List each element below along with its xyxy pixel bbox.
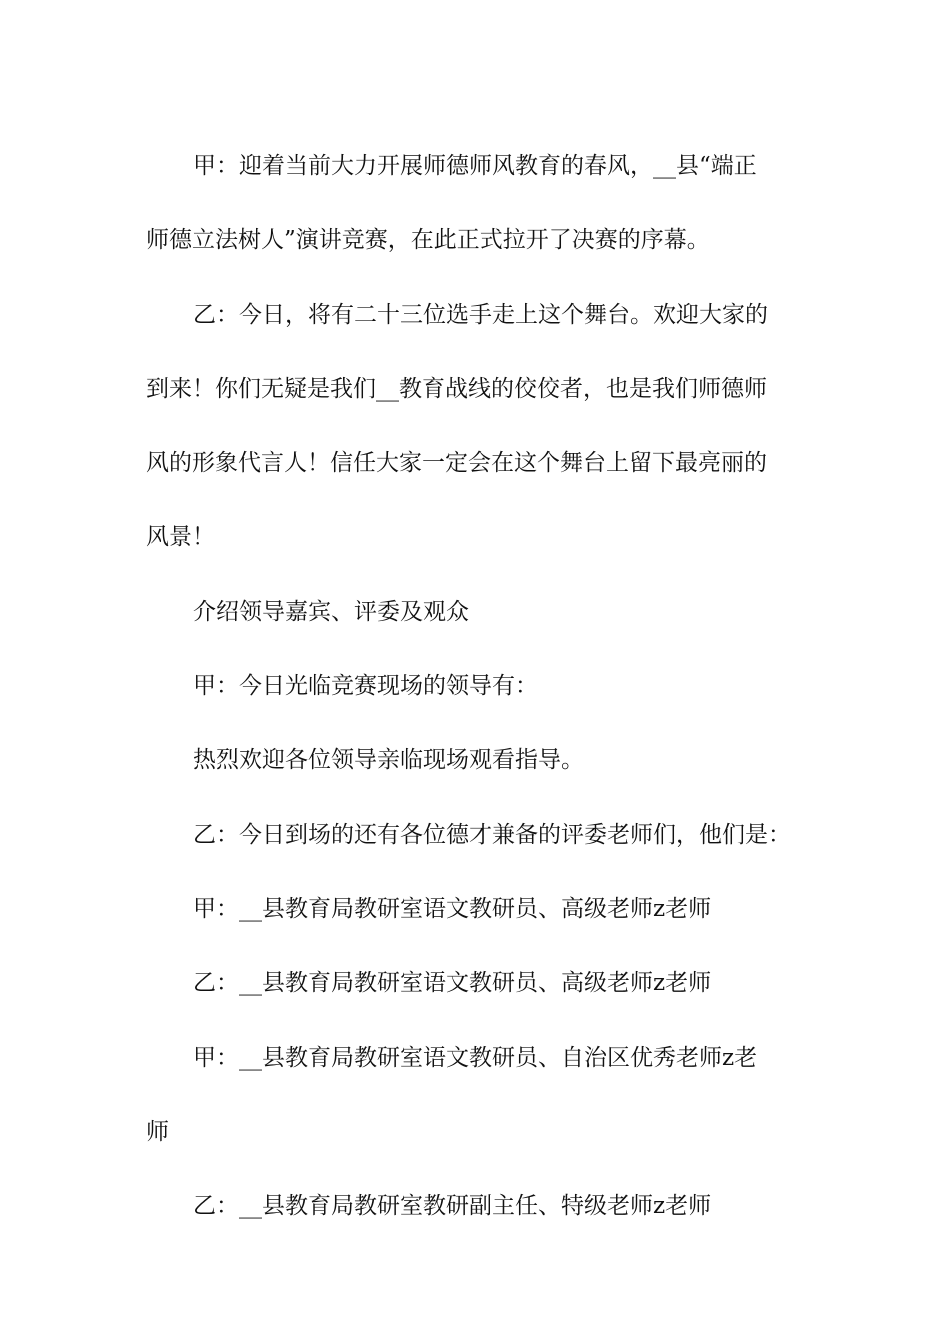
paragraph-opening-jia [146,129,806,278]
text-line: 风的形象代言人！信任大家一定会在这个舞台上留下最亮丽的 [146,450,767,477]
text-line: 师德立法树人”演讲竞赛，在此正式拉开了决赛的序幕。 [146,227,710,254]
text-line: 乙：今日到场的还有各位德才兼备的评委老师们，他们是： [193,821,791,848]
document-body [146,129,806,1243]
text-line: 到来！你们无疑是我们__教育战线的佼佼者，也是我们师德师 [146,375,767,402]
paragraph-judge-4 [146,1169,806,1243]
text-line: 甲：迎着当前大力开展师德师风教育的春风，__县“端正 [193,153,757,179]
text-line: 风景！ [146,524,215,551]
text-line: 甲：今日光临竞赛现场的领导有： [193,673,538,700]
paragraph-section-heading [146,575,806,649]
text-line: 乙：__县教育局教研室语文教研员、高级老师z老师 [193,970,712,997]
paragraph-judge-1 [146,872,806,946]
paragraph-judges-yi [146,798,806,872]
text-line: 热烈欢迎各位领导亲临现场观看指导。 [193,747,584,774]
text-line: 师 [146,1118,169,1145]
paragraph-leaders-jia [146,649,806,723]
text-line: 介绍领导嘉宾、评委及观众 [193,598,469,625]
paragraph-judge-2 [146,946,806,1020]
text-line: 甲：__县教育局教研室语文教研员、高级老师z老师 [193,895,712,922]
text-line: 甲：__县教育局教研室语文教研员、自治区优秀老师z老 [193,1044,758,1071]
text-line: 乙：__县教育局教研室教研副主任、特级老师z老师 [193,1193,712,1220]
paragraph-welcome-yi [146,278,806,575]
paragraph-judge-3 [146,1021,806,1170]
paragraph-warm-welcome [146,723,806,797]
text-line: 乙：今日，将有二十三位选手走上这个舞台。欢迎大家的 [193,301,768,328]
